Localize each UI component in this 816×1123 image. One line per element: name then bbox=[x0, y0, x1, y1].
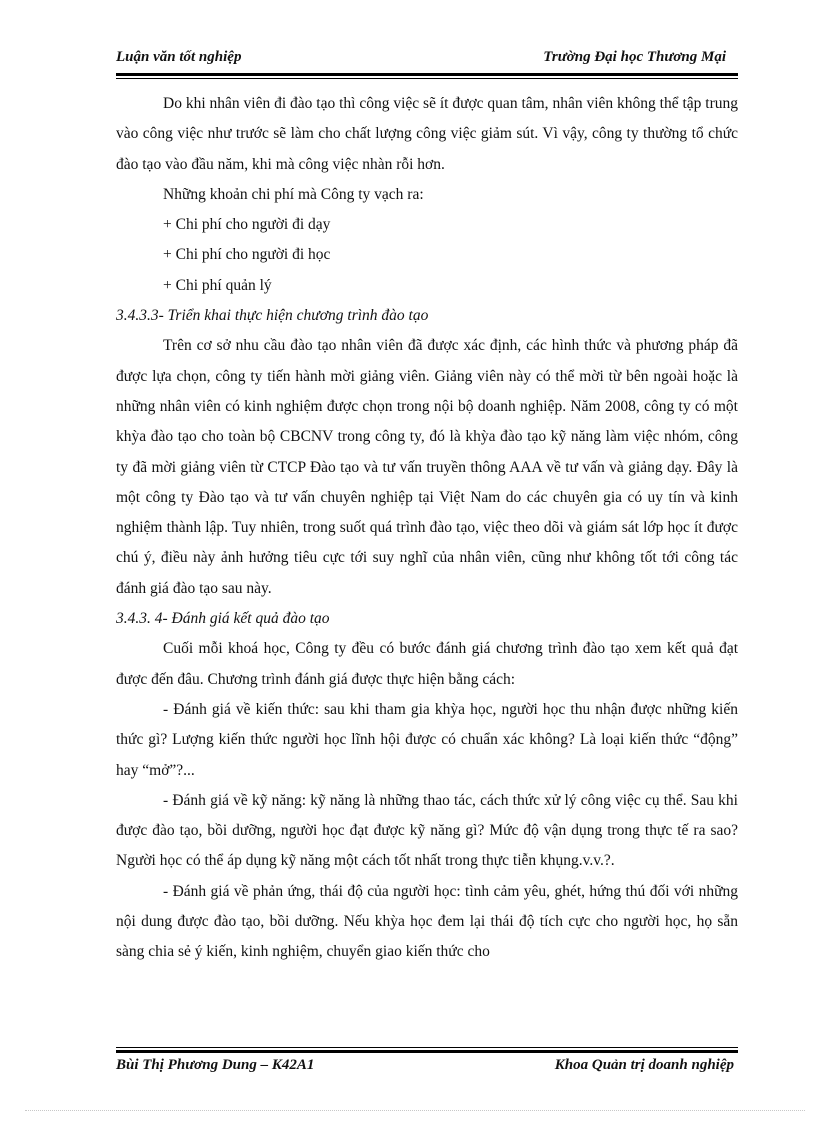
page-body bbox=[116, 89, 738, 968]
page-header bbox=[116, 49, 738, 71]
section-heading-implementation: 3.4.3.3- Triển khai thực hiện chương trình đào tạo bbox=[116, 307, 429, 325]
list-item-cost-management: + Chi phí quản lý bbox=[163, 276, 272, 294]
header-university-label: Trường Đại học Thương Mại bbox=[543, 49, 726, 65]
page-footer bbox=[116, 1057, 738, 1079]
page-bottom-edge bbox=[25, 1110, 805, 1111]
list-item-cost-learner: + Chi phí cho người đi học bbox=[163, 246, 331, 264]
paragraph-knowledge-evaluation: - Đánh giá về kiến thức: sau khi tham gia khỳa học, người học thu nhận được những kiến thức gì? Lượng kiến thức người học lĩnh hội được có chuẩn xác không? Là loại kiến thức “động” hay “mở”?... bbox=[116, 700, 738, 779]
paragraph-evaluation-intro: Cuối mỗi khoá học, Công ty đều có bước đánh giá chương trình đào tạo xem kết quả đạt được đến đâu. Chương trình đánh giá được thực hiện bằng cách: bbox=[116, 640, 738, 688]
paragraph-cost-intro: Những khoản chi phí mà Công ty vạch ra: bbox=[163, 185, 424, 203]
paragraph-attitude-evaluation: - Đánh giá về phản ứng, thái độ của người học: tình cảm yêu, ghét, hứng thú đối với những nội dung được đào tạo, bồi dưỡng. Nếu khỳa học đem lại thái độ tích cực cho người học, họ sẵn sàng chia sẻ ý kiến, kinh nghiệm, chuyển giao kiến thức cho bbox=[116, 882, 738, 961]
header-thesis-label: Luận văn tốt nghiệp bbox=[116, 49, 242, 65]
header-rule-thin bbox=[116, 78, 738, 79]
list-item-cost-teacher: + Chi phí cho người đi dạy bbox=[163, 216, 331, 234]
paragraph-implementation: Trên cơ sở nhu cầu đào tạo nhân viên đã được xác định, các hình thức và phương pháp đã được lựa chọn, công ty tiến hành mời giảng viên. Giảng viên này có thể mời từ bên ngoài hoặc là những nhân viên có kinh nghiệm được chọn trong nội bộ doanh nghiệp. Năm 2008, công ty có một khỳa đào tạo cho toàn bộ CBCNV trong công ty, đó là khỳa đào tạo kỹ năng làm việc nhóm, công ty đã mời giảng viên từ CTCP Đào tạo và tư vấn truyền thông AAA về tư vấn và giảng dạy. Đây là một công ty Đào tạo và tư vấn chuyên nghiệp tại Việt Nam do các chuyên gia có uy tín và kinh nghiệm thành lập. Tuy nhiên, trong suốt quá trình đào tạo, việc theo dõi và giám sát lớp học ít được chú ý, điều này ảnh hưởng tiêu cực tới suy nghĩ của nhân viên, cũng như không tốt tới công tác đánh giá đào tạo sau này. bbox=[116, 337, 738, 597]
footer-rule-thick bbox=[116, 1050, 738, 1053]
footer-author-label: Bùi Thị Phương Dung – K42A1 bbox=[116, 1057, 315, 1073]
paragraph-training-impact: Do khi nhân viên đi đào tạo thì công việc sẽ ít được quan tâm, nhân viên không thể tập trung vào công việc như trước sẽ làm cho chất lượng công việc giảm sút. Vì vậy, công ty thường tổ chức đào tạo vào đầu năm, khi mà công việc nhàn rỗi hơn. bbox=[116, 95, 738, 173]
footer-rule-thin bbox=[116, 1047, 738, 1048]
section-heading-evaluation: 3.4.3. 4- Đánh giá kết quả đào tạo bbox=[116, 610, 330, 628]
header-rule-thick bbox=[116, 73, 738, 76]
paragraph-skill-evaluation: - Đánh giá về kỹ năng: kỹ năng là những thao tác, cách thức xử lý công việc cụ thể. Sau khi được đào tạo, bồi dưỡng, người học đạt được kỹ năng gì? Mức độ vận dụng trong thực tế ra sao? Người học có thể áp dụng kỹ năng một cách tốt nhất trong thực tiễn khụng.v.v.?. bbox=[116, 791, 738, 870]
footer-faculty-label: Khoa Quản trị doanh nghiệp bbox=[554, 1057, 734, 1073]
